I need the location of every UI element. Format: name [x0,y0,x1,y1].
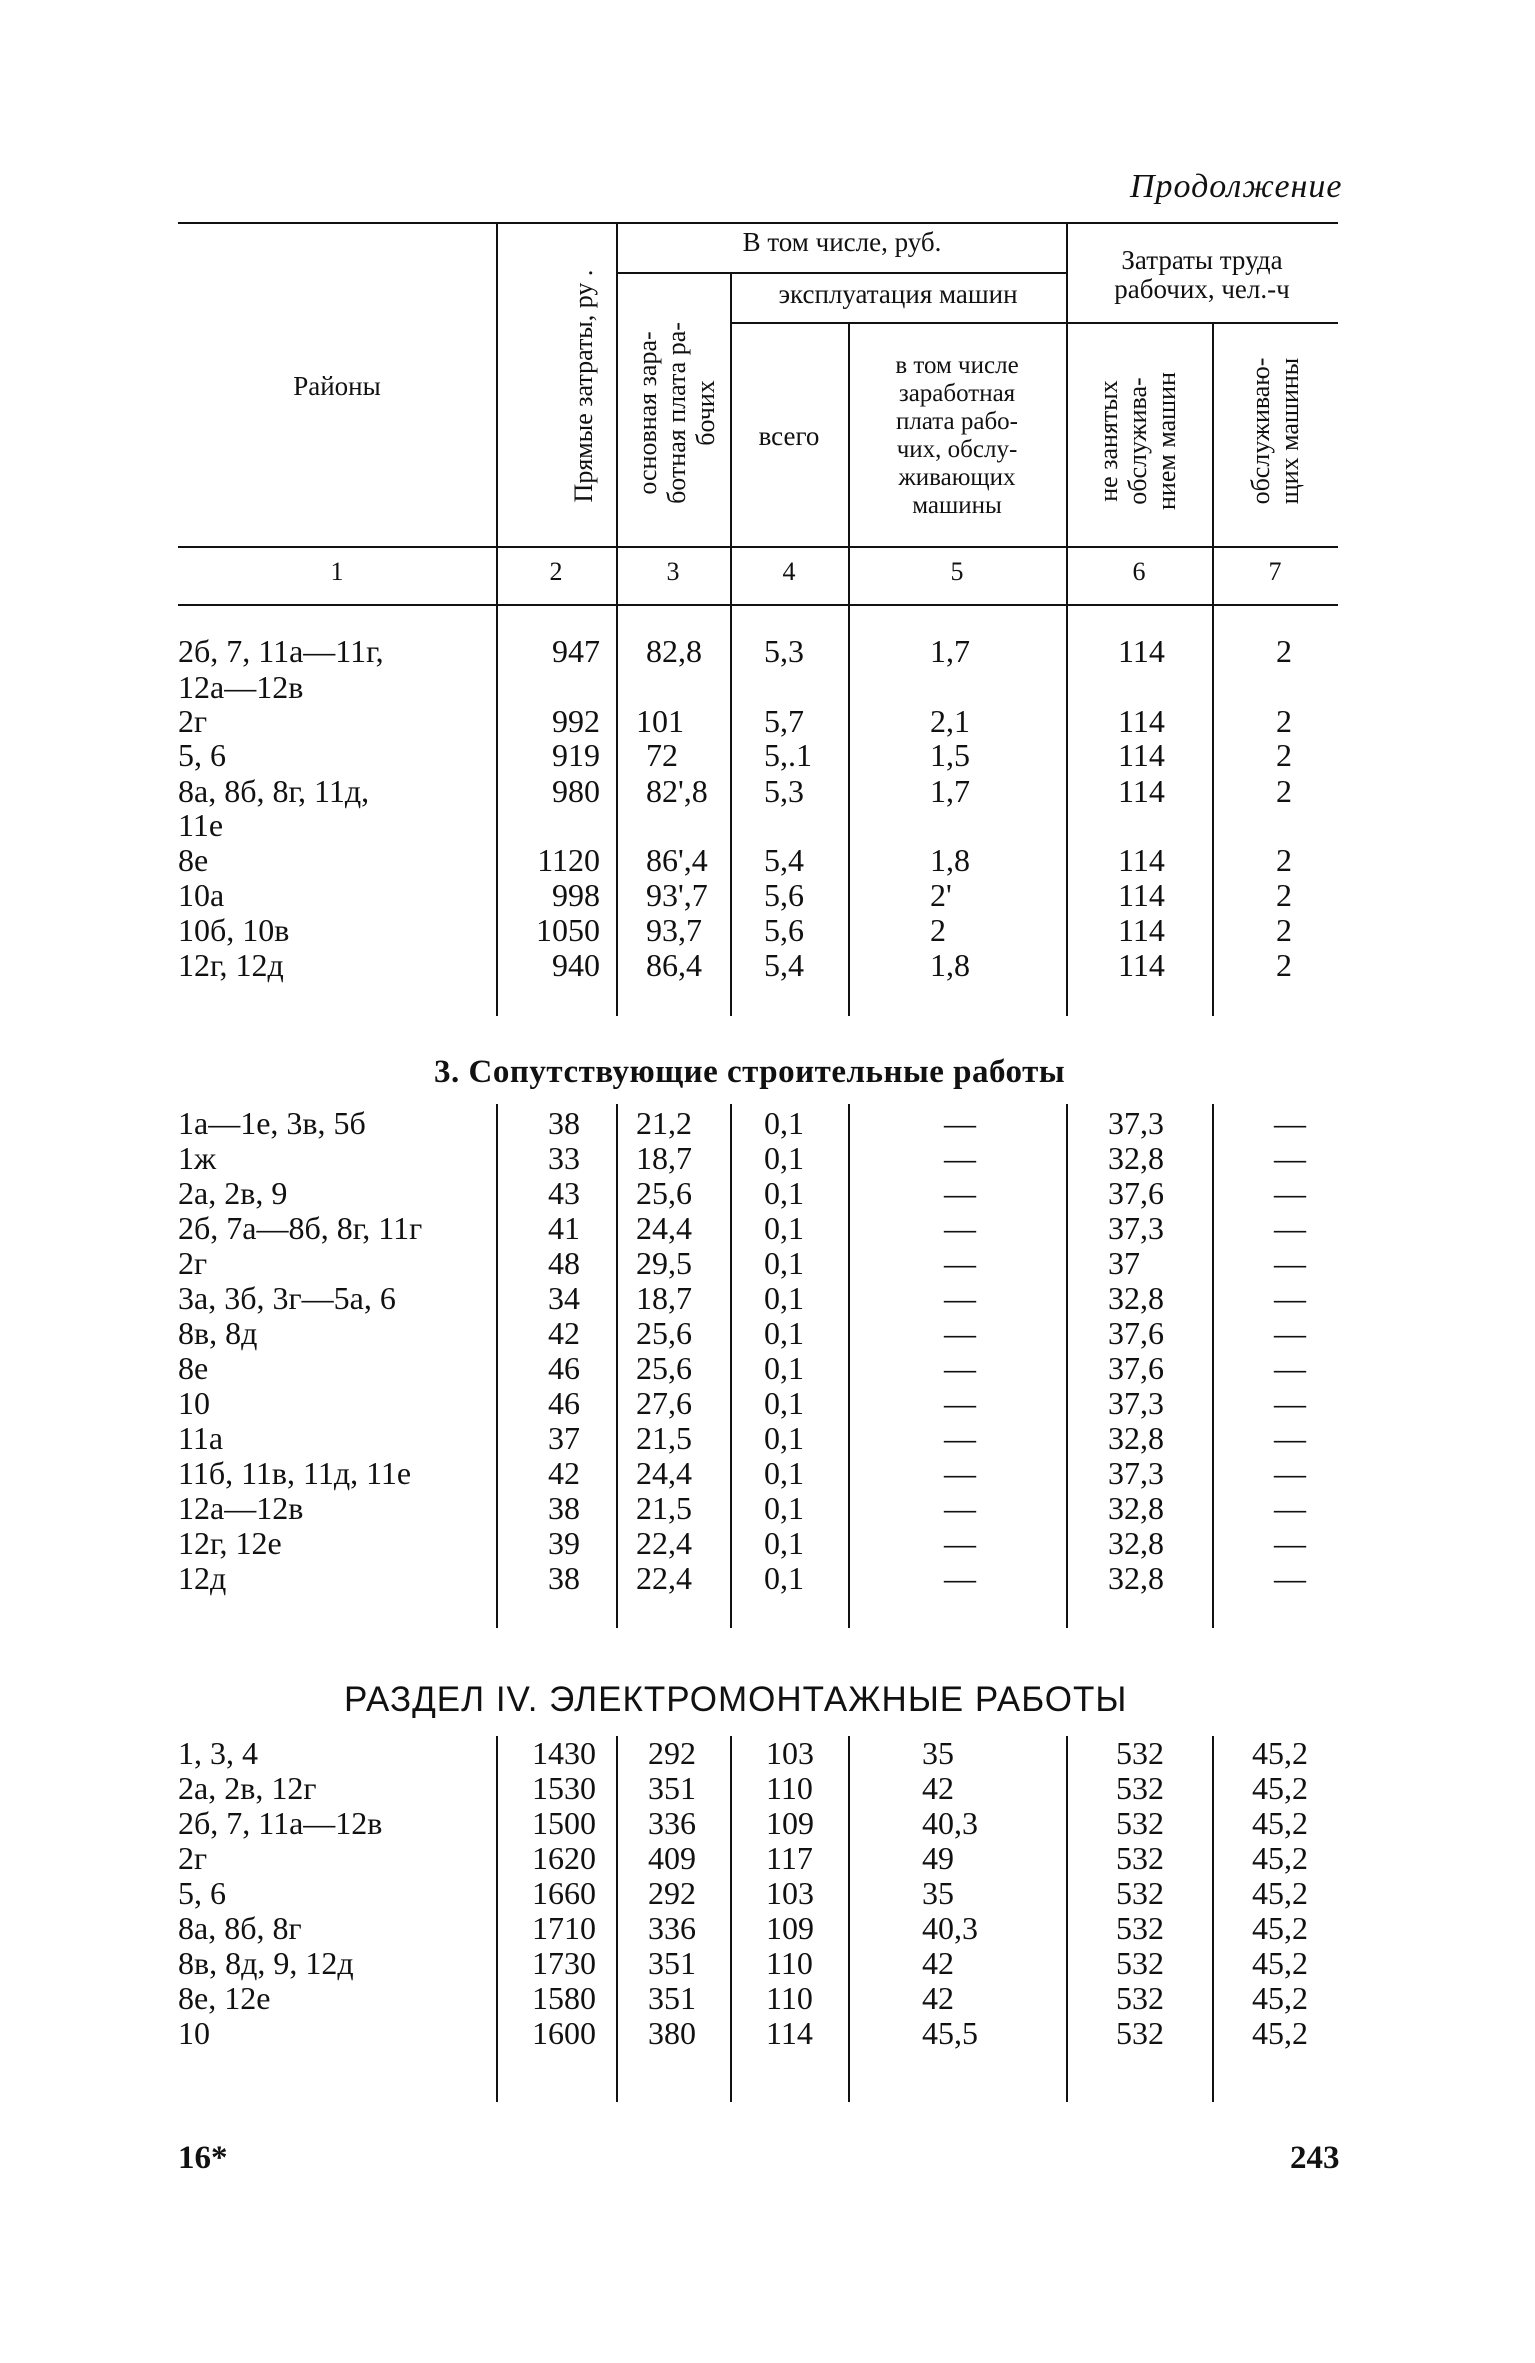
cell-machines: 117 [766,1840,813,1876]
table-row [0,843,1535,878]
cell-machines: 5,4 [764,947,804,983]
cell-wage: 72 [646,737,678,773]
cell-machine-wage: — [944,1560,976,1596]
cell-labor-b: — [1274,1140,1306,1176]
cell-region: 11б, 11в, 11д, 11е [178,1455,412,1491]
cell-labor-a: 114 [1118,773,1165,809]
cell-machines: 0,1 [764,1105,804,1141]
cell-region: 5, 6 [178,1875,226,1911]
cell-machines: 0,1 [764,1560,804,1596]
cell-direct: 43 [548,1175,580,1211]
table-row [0,1876,1535,1911]
cell-direct: 34 [548,1280,580,1316]
cell-labor-a: 32,8 [1108,1525,1164,1561]
cell-machines: 0,1 [764,1525,804,1561]
cell-labor-b: 2 [1276,703,1292,739]
cell-labor-b: — [1274,1315,1306,1351]
cell-labor-a: 32,8 [1108,1140,1164,1176]
cell-machines: 5,7 [764,703,804,739]
cell-machine-wage: 2 [930,912,946,948]
cell-labor-a: 532 [1116,1805,1164,1841]
cell-region: 2г [178,703,208,739]
cell-direct: 46 [548,1350,580,1386]
cell-wage: 336 [648,1910,696,1946]
table-row [0,1981,1535,2016]
table-row [0,774,1535,809]
cell-machines: 109 [766,1805,814,1841]
cell-labor-b: 2 [1276,633,1292,669]
cell-machine-wage: — [944,1245,976,1281]
cell-region: 2б, 7а—8б, 8г, 11г [178,1210,423,1246]
cell-machine-wage: — [944,1455,976,1491]
cell-labor-b: — [1274,1420,1306,1456]
cell-labor-b: — [1274,1455,1306,1491]
cell-direct: 38 [548,1490,580,1526]
cell-machines: 0,1 [764,1385,804,1421]
cell-region: 2б, 7, 11а—12в [178,1805,383,1841]
table-row [0,634,1535,669]
cell-region: 2г [178,1245,208,1281]
table-row [0,1281,1535,1316]
cell-machine-wage: — [944,1210,976,1246]
cell-labor-a: 532 [1116,2015,1164,2051]
header-labor-group: Затраты труда рабочих, чел.-ч [1114,245,1290,304]
cell-labor-b: — [1274,1525,1306,1561]
cell-machines: 5,6 [764,912,804,948]
cell-wage: 93',7 [646,877,708,913]
continuation-label: Продолжение [1130,168,1343,205]
cell-region: 8е, 12е [178,1980,271,2016]
cell-direct: 37 [548,1420,580,1456]
cell-wage: 25,6 [636,1350,692,1386]
table-row [0,808,1535,843]
cell-labor-b: 45,2 [1252,2015,1308,2051]
table-row [0,1946,1535,1981]
cell-region: 8а, 8б, 8г, 11д, [178,773,370,809]
header-total: всего [758,421,820,451]
table-row [0,1211,1535,1246]
cell-labor-a: 37,3 [1108,1385,1164,1421]
header-direct-costs: Прямые затраты, ру . [569,269,598,503]
cell-wage: 86',4 [646,842,708,878]
cell-machines: 5,6 [764,877,804,913]
cell-labor-b: 45,2 [1252,1840,1308,1876]
cell-machines: 0,1 [764,1420,804,1456]
table-row [0,1456,1535,1491]
cell-region: 8в, 8д [178,1315,258,1351]
cell-wage: 292 [648,1875,696,1911]
cell-labor-b: 45,2 [1252,1980,1308,2016]
table-row [0,1351,1535,1386]
cell-machine-wage: — [944,1420,976,1456]
cell-machines: 0,1 [764,1140,804,1176]
cell-labor-b: 45,2 [1252,1910,1308,1946]
cell-direct: 1530 [532,1770,596,1806]
cell-direct: 39 [548,1525,580,1561]
cell-labor-b: 2 [1276,947,1292,983]
cell-wage: 351 [648,1770,696,1806]
cell-labor-b: — [1274,1560,1306,1596]
cell-machine-wage: 42 [922,1980,954,2016]
cell-machine-wage: — [944,1350,976,1386]
cell-region: 2а, 2в, 12г [178,1770,317,1806]
cell-machine-wage: 45,5 [922,2015,978,2051]
cell-machine-wage: 35 [922,1875,954,1911]
table-row [0,1841,1535,1876]
cell-labor-b: — [1274,1245,1306,1281]
cell-labor-b: — [1274,1210,1306,1246]
cell-labor-b: 45,2 [1252,1805,1308,1841]
cell-machine-wage: 1,8 [930,842,970,878]
cell-direct: 41 [548,1210,580,1246]
cell-labor-a: 37,3 [1108,1455,1164,1491]
header-not-busy: не занятых обслужива- нием машин [1094,372,1181,510]
cell-machine-wage: 2,1 [930,703,970,739]
table-row [0,1561,1535,1596]
cell-region: 11а [178,1420,224,1456]
cell-labor-a: 37,6 [1108,1315,1164,1351]
cell-region: 11е [178,807,224,843]
cell-wage: 409 [648,1840,696,1876]
cell-wage: 93,7 [646,912,702,948]
cell-region: 3а, 3б, 3г—5а, 6 [178,1280,396,1316]
cell-region: 2а, 2в, 9 [178,1175,288,1211]
cell-labor-a: 37 [1108,1245,1140,1281]
cell-machines: 110 [766,1980,813,2016]
cell-region: 12г, 12е [178,1525,282,1561]
cell-wage: 29,5 [636,1245,692,1281]
cell-region: 12а—12в [178,669,304,705]
header-top-rule [178,222,1338,224]
cell-wage: 22,4 [636,1525,692,1561]
cell-wage: 24,4 [636,1210,692,1246]
cell-direct: 998 [552,877,600,913]
cell-machine-wage: 49 [922,1840,954,1876]
table-row [0,1246,1535,1281]
cell-machines: 103 [766,1875,814,1911]
cell-machines: 0,1 [764,1315,804,1351]
cell-machines: 103 [766,1735,814,1771]
cell-wage: 18,7 [636,1280,692,1316]
cell-direct: 919 [552,737,600,773]
cell-region: 1а—1е, 3в, 5б [178,1105,366,1141]
cell-labor-a: 532 [1116,1875,1164,1911]
cell-wage: 292 [648,1735,696,1771]
cell-direct: 1600 [532,2015,596,2051]
cell-region: 12д [178,1560,227,1596]
cell-machines: 110 [766,1770,813,1806]
cell-wage: 25,6 [636,1175,692,1211]
cell-wage: 24,4 [636,1455,692,1491]
cell-region: 1, 3, 4 [178,1735,258,1771]
cell-labor-a: 114 [1118,877,1165,913]
table-row [0,2016,1535,2051]
cell-labor-a: 37,3 [1108,1105,1164,1141]
table-row [0,878,1535,913]
cell-direct: 1050 [536,912,600,948]
cell-labor-b: 45,2 [1252,1770,1308,1806]
header-machines-group: эксплуатация машин [778,279,1018,309]
cell-wage: 86,4 [646,947,702,983]
table-row [0,1526,1535,1561]
table-row [0,1491,1535,1526]
signature-mark: 16* [178,2140,228,2176]
colnum-1: 1 [330,557,344,586]
header-serving: обслуживаю- щих машины [1246,357,1304,505]
cell-machines: 5,3 [764,633,804,669]
cell-wage: 21,2 [636,1105,692,1141]
table-row [0,1421,1535,1456]
cell-direct: 980 [552,773,600,809]
table-row [0,1736,1535,1771]
cell-machines: 114 [766,2015,813,2051]
cell-labor-a: 37,3 [1108,1210,1164,1246]
cell-direct: 46 [548,1385,580,1421]
cell-wage: 351 [648,1980,696,2016]
cell-wage: 380 [648,2015,696,2051]
cell-labor-a: 114 [1118,842,1165,878]
cell-machine-wage: 1,5 [930,737,970,773]
cell-labor-a: 32,8 [1108,1490,1164,1526]
table-row [0,670,1535,705]
header-incl-group: В том числе, руб. [742,227,942,257]
cell-wage: 22,4 [636,1560,692,1596]
table-row [0,1911,1535,1946]
cell-direct: 1730 [532,1945,596,1981]
cell-machines: 0,1 [764,1490,804,1526]
cell-direct: 947 [552,633,600,669]
cell-machine-wage: 40,3 [922,1910,978,1946]
cell-machine-wage: 1,7 [930,773,970,809]
cell-direct: 42 [548,1455,580,1491]
colnum-bottom-rule [178,604,1338,606]
cell-machine-wage: — [944,1385,976,1421]
cell-direct: 1120 [537,842,600,878]
cell-labor-b: 45,2 [1252,1945,1308,1981]
page-number: 243 [1290,2140,1340,2176]
colnum-3: 3 [666,557,680,586]
cell-machines: 0,1 [764,1280,804,1316]
cell-labor-b: — [1274,1350,1306,1386]
cell-wage: 18,7 [636,1140,692,1176]
cell-direct: 1710 [532,1910,596,1946]
cell-labor-b: 2 [1276,773,1292,809]
cell-region: 10 [178,1385,210,1421]
cell-labor-b: 2 [1276,877,1292,913]
cell-region: 10б, 10в [178,912,290,948]
cell-region: 8а, 8б, 8г [178,1910,302,1946]
cell-labor-b: — [1274,1280,1306,1316]
cell-machines: 0,1 [764,1245,804,1281]
cell-labor-a: 532 [1116,1735,1164,1771]
header-base-wage: основная зара- ботная плата ра- бочих [633,322,720,504]
cell-labor-a: 32,8 [1108,1280,1164,1316]
cell-labor-a: 532 [1116,1945,1164,1981]
table-row [0,1141,1535,1176]
cell-labor-a: 32,8 [1108,1560,1164,1596]
cell-machine-wage: — [944,1140,976,1176]
header-regions: Районы [293,371,381,401]
cell-labor-a: 532 [1116,1770,1164,1806]
cell-machines: 5,3 [764,773,804,809]
cell-machine-wage: 1,7 [930,633,970,669]
cell-labor-b: 2 [1276,737,1292,773]
cell-direct: 1660 [532,1875,596,1911]
cell-wage: 25,6 [636,1315,692,1351]
colnum-5: 5 [950,557,964,586]
table-row [0,1771,1535,1806]
colnum-6: 6 [1132,557,1146,586]
colnum-4: 4 [782,557,796,586]
cell-region: 8в, 8д, 9, 12д [178,1945,354,1981]
section-title: 3. Сопутствующие строительные работы [434,1054,1066,1090]
table-row [0,1316,1535,1351]
cell-labor-b: 2 [1276,842,1292,878]
table-row [0,1806,1535,1841]
cell-machines: 110 [766,1945,813,1981]
cell-wage: 336 [648,1805,696,1841]
cell-machine-wage: 1,8 [930,947,970,983]
cell-machine-wage: 2' [930,877,952,913]
cell-labor-a: 114 [1118,633,1165,669]
cell-region: 1ж [178,1140,217,1176]
cell-machine-wage: — [944,1105,976,1141]
cell-direct: 1620 [532,1840,596,1876]
cell-labor-a: 532 [1116,1910,1164,1946]
table-row [0,704,1535,739]
cell-direct: 42 [548,1315,580,1351]
cell-labor-b: 45,2 [1252,1875,1308,1911]
cell-region: 10 [178,2015,210,2051]
header-incl-wage: в том числе заработная плата рабо- чих, обслу- живающих машины [895,352,1019,519]
cell-machines: 0,1 [764,1455,804,1491]
cell-labor-b: 45,2 [1252,1735,1308,1771]
header-rule-machines [730,322,1066,324]
table-row [0,948,1535,983]
cell-wage: 82,8 [646,633,702,669]
cell-direct: 940 [552,947,600,983]
cell-machine-wage: 42 [922,1945,954,1981]
cell-region: 8е [178,1350,209,1386]
cell-machines: 0,1 [764,1175,804,1211]
cell-machine-wage: — [944,1490,976,1526]
header-vline-1 [496,222,498,604]
cell-labor-b: — [1274,1105,1306,1141]
cell-wage: 21,5 [636,1420,692,1456]
cell-labor-b: — [1274,1175,1306,1211]
colnum-7: 7 [1268,557,1282,586]
table-row [0,1106,1535,1141]
table-row [0,1176,1535,1211]
cell-labor-a: 32,8 [1108,1420,1164,1456]
header-vline-2 [616,222,618,604]
cell-labor-b: 2 [1276,912,1292,948]
cell-direct: 38 [548,1105,580,1141]
cell-wage: 351 [648,1945,696,1981]
cell-machines: 5,4 [764,842,804,878]
cell-direct: 1580 [532,1980,596,2016]
cell-machine-wage: — [944,1315,976,1351]
part-title: РАЗДЕЛ IV. ЭЛЕКТРОМОНТАЖНЫЕ РАБОТЫ [344,1680,1128,1719]
cell-labor-b: — [1274,1490,1306,1526]
cell-wage: 101 [636,703,684,739]
cell-labor-a: 114 [1118,737,1165,773]
cell-region: 12а—12в [178,1490,304,1526]
cell-machine-wage: — [944,1175,976,1211]
table-row [0,1386,1535,1421]
cell-machine-wage: — [944,1525,976,1561]
cell-direct: 48 [548,1245,580,1281]
table-row [0,913,1535,948]
cell-machines: 5,.1 [764,737,812,773]
cell-wage: 82',8 [646,773,708,809]
cell-labor-a: 114 [1118,947,1165,983]
cell-wage: 27,6 [636,1385,692,1421]
cell-direct: 992 [552,703,600,739]
cell-direct: 1500 [532,1805,596,1841]
cell-labor-a: 37,6 [1108,1175,1164,1211]
cell-labor-a: 532 [1116,1980,1164,2016]
cell-direct: 1430 [532,1735,596,1771]
cell-direct: 33 [548,1140,580,1176]
cell-machine-wage: 40,3 [922,1805,978,1841]
cell-direct: 38 [548,1560,580,1596]
cell-region: 2г [178,1840,208,1876]
cell-machines: 0,1 [764,1210,804,1246]
cell-region: 8е [178,842,209,878]
cell-labor-a: 114 [1118,703,1165,739]
cell-region: 12г, 12д [178,947,284,983]
cell-wage: 21,5 [636,1490,692,1526]
cell-machines: 109 [766,1910,814,1946]
cell-machine-wage: 42 [922,1770,954,1806]
cell-region: 5, 6 [178,737,226,773]
cell-region: 2б, 7, 11а—11г, [178,633,384,669]
table-row [0,738,1535,773]
cell-machine-wage: — [944,1280,976,1316]
cell-labor-a: 37,6 [1108,1350,1164,1386]
cell-machines: 0,1 [764,1350,804,1386]
cell-machine-wage: 35 [922,1735,954,1771]
cell-region: 10а [178,877,225,913]
cell-labor-a: 532 [1116,1840,1164,1876]
cell-labor-a: 114 [1118,912,1165,948]
cell-labor-b: — [1274,1385,1306,1421]
colnum-2: 2 [549,557,563,586]
